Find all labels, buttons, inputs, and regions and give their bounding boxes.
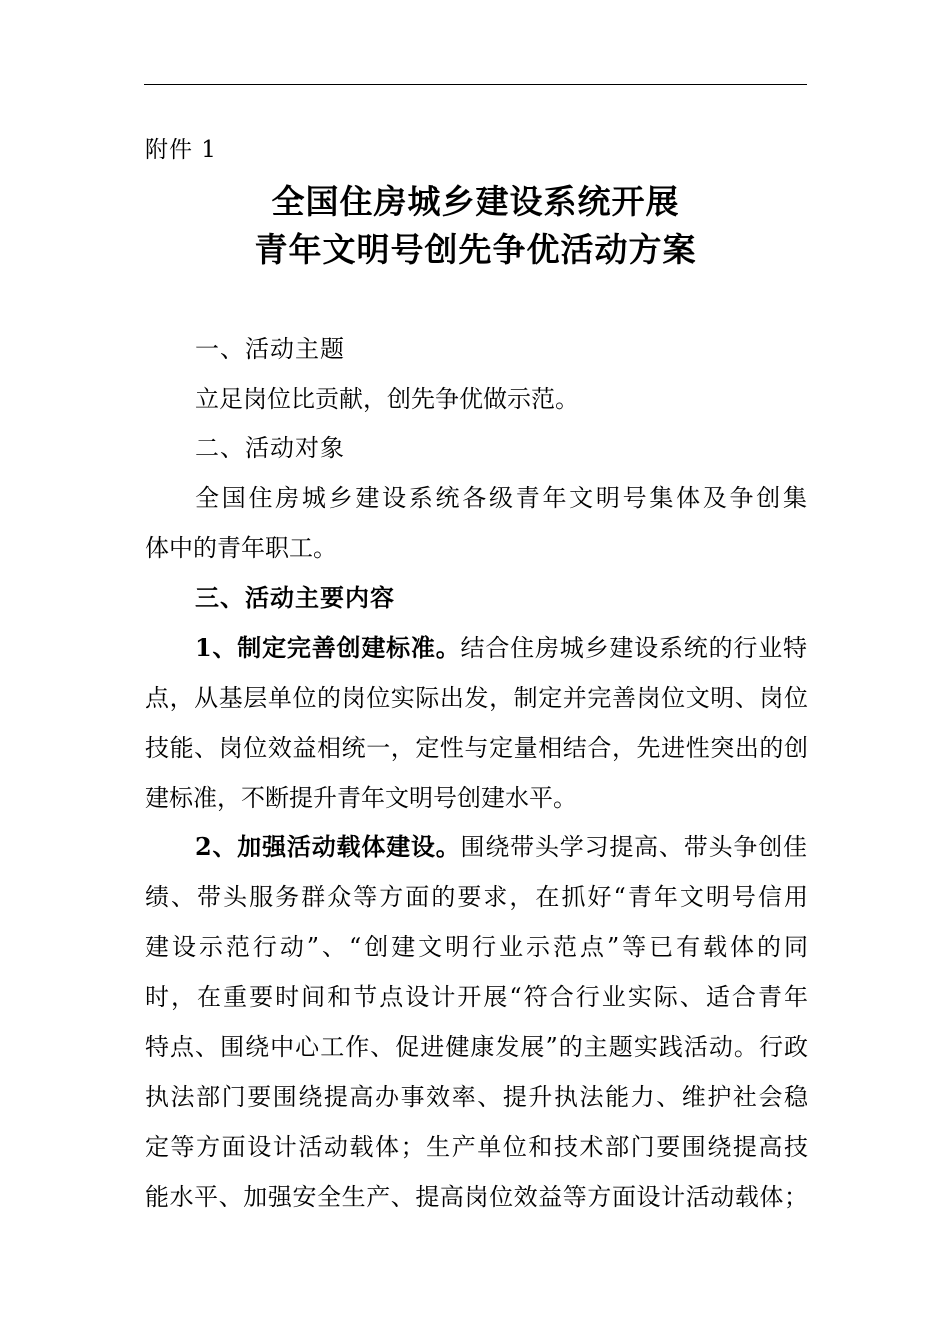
item-2-lead: 2、加强活动载体建设。 — [195, 832, 461, 861]
header-rule — [144, 84, 807, 85]
paragraph-line: 建设示范行动”、“创建文明行业示范点”等已有载体的同 — [145, 933, 808, 961]
attachment-label: 附件 1 — [145, 137, 217, 163]
section-text-theme: 立足岗位比贡献，创先争优做示范。 — [195, 385, 579, 413]
paragraph-line: 绩、带头服务群众等方面的要求，在抓好“青年文明号信用 — [145, 883, 808, 911]
paragraph-line: 技能、岗位效益相统一，定性与定量相结合，先进性突出的创 — [145, 734, 808, 762]
section-heading-theme: 一、活动主题 — [195, 335, 345, 363]
paragraph-line: 特点、围绕中心工作、促进健康发展”的主题实践活动。行政 — [145, 1033, 808, 1061]
paragraph-line: 执法部门要围绕提高办事效率、提升执法能力、维护社会稳 — [145, 1083, 808, 1111]
document-title — [144, 178, 807, 274]
item-2-first-text: 围绕带头学习提高、带头争创佳 — [460, 833, 807, 861]
paragraph-line: 全国住房城乡建设系统各级青年文明号集体及争创集 — [195, 484, 807, 512]
paragraph-line: 时，在重要时间和节点设计开展“符合行业实际、适合青年 — [145, 983, 808, 1011]
section-heading-target: 二、活动对象 — [195, 434, 345, 462]
paragraph-line: 体中的青年职工。 — [145, 534, 337, 562]
title-line-2: 青年文明号创先争优活动方案 — [254, 230, 697, 269]
paragraph-line: 定等方面设计活动载体；生产单位和技术部门要围绕提高技 — [145, 1133, 808, 1161]
item-1-lead: 1、制定完善创建标准。 — [195, 633, 461, 662]
item-2-first-line — [195, 830, 807, 864]
title-line-1: 全国住房城乡建设系统开展 — [271, 182, 680, 221]
paragraph-line: 点，从基层单位的岗位实际出发，制定并完善岗位文明、岗位 — [145, 684, 808, 712]
item-1-first-line — [195, 631, 807, 665]
section-heading-content: 三、活动主要内容 — [195, 584, 395, 612]
paragraph-line: 能水平、加强安全生产、提高岗位效益等方面设计活动载体； — [145, 1183, 808, 1211]
paragraph-line: 建标准，不断提升青年文明号创建水平。 — [145, 784, 577, 812]
item-1-first-text: 结合住房城乡建设系统的行业特 — [460, 634, 807, 662]
